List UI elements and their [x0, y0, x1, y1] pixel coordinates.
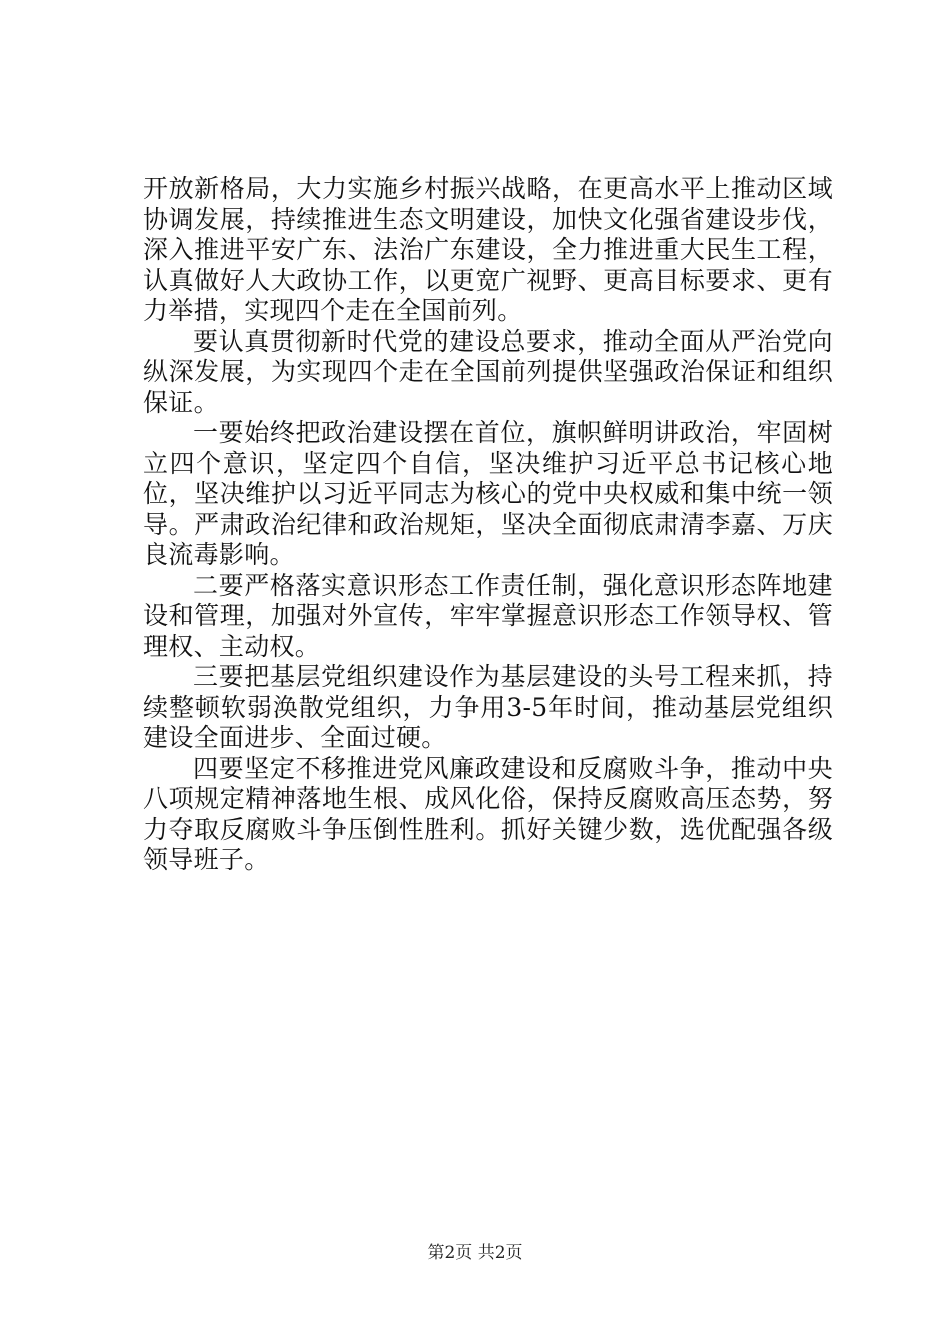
page-number-footer: 第2页 共2页 — [427, 1243, 523, 1263]
paragraph-3: 一要始终把政治建设摆在首位，旗帜鲜明讲政治，牢固树立四个意识，坚定四个自信，坚决维护习近平总书记核心地位，坚决维护以习近平同志为核心的党中央权威和集中统一领导。严肃政治纪律和政治规矩，坚决全面彻底肃清李嘉、万庆良流毒影响。 — [143, 418, 833, 569]
paragraph-6: 四要坚定不移推进党风廉政建设和反腐败斗争，推动中央八项规定精神落地生根、成风化俗，保持反腐败高压态势，努力夺取反腐败斗争压倒性胜利。抓好关键少数，选优配强各级领导班子。 — [143, 753, 833, 874]
document-body — [143, 174, 833, 876]
paragraph-1: 开放新格局，大力实施乡村振兴战略，在更高水平上推动区域协调发展，持续推进生态文明建设，加快文化强省建设步伐，深入推进平安广东、法治广东建设，全力推进重大民生工程，认真做好人大政协工作，以更宽广视野、更高目标要求、更有力举措，实现四个走在全国前列。 — [143, 174, 833, 325]
paragraph-5: 三要把基层党组织建设作为基层建设的头号工程来抓，持续整顿软弱涣散党组织，力争用3-5年时间，推动基层党组织建设全面进步、全面过硬。 — [143, 662, 833, 752]
paragraph-4: 二要严格落实意识形态工作责任制，强化意识形态阵地建设和管理，加强对外宣传，牢牢掌握意识形态工作领导权、管理权、主动权。 — [143, 570, 833, 661]
paragraph-2: 要认真贯彻新时代党的建设总要求，推动全面从严治党向纵深发展，为实现四个走在全国前列提供坚强政治保证和组织保证。 — [143, 326, 833, 417]
